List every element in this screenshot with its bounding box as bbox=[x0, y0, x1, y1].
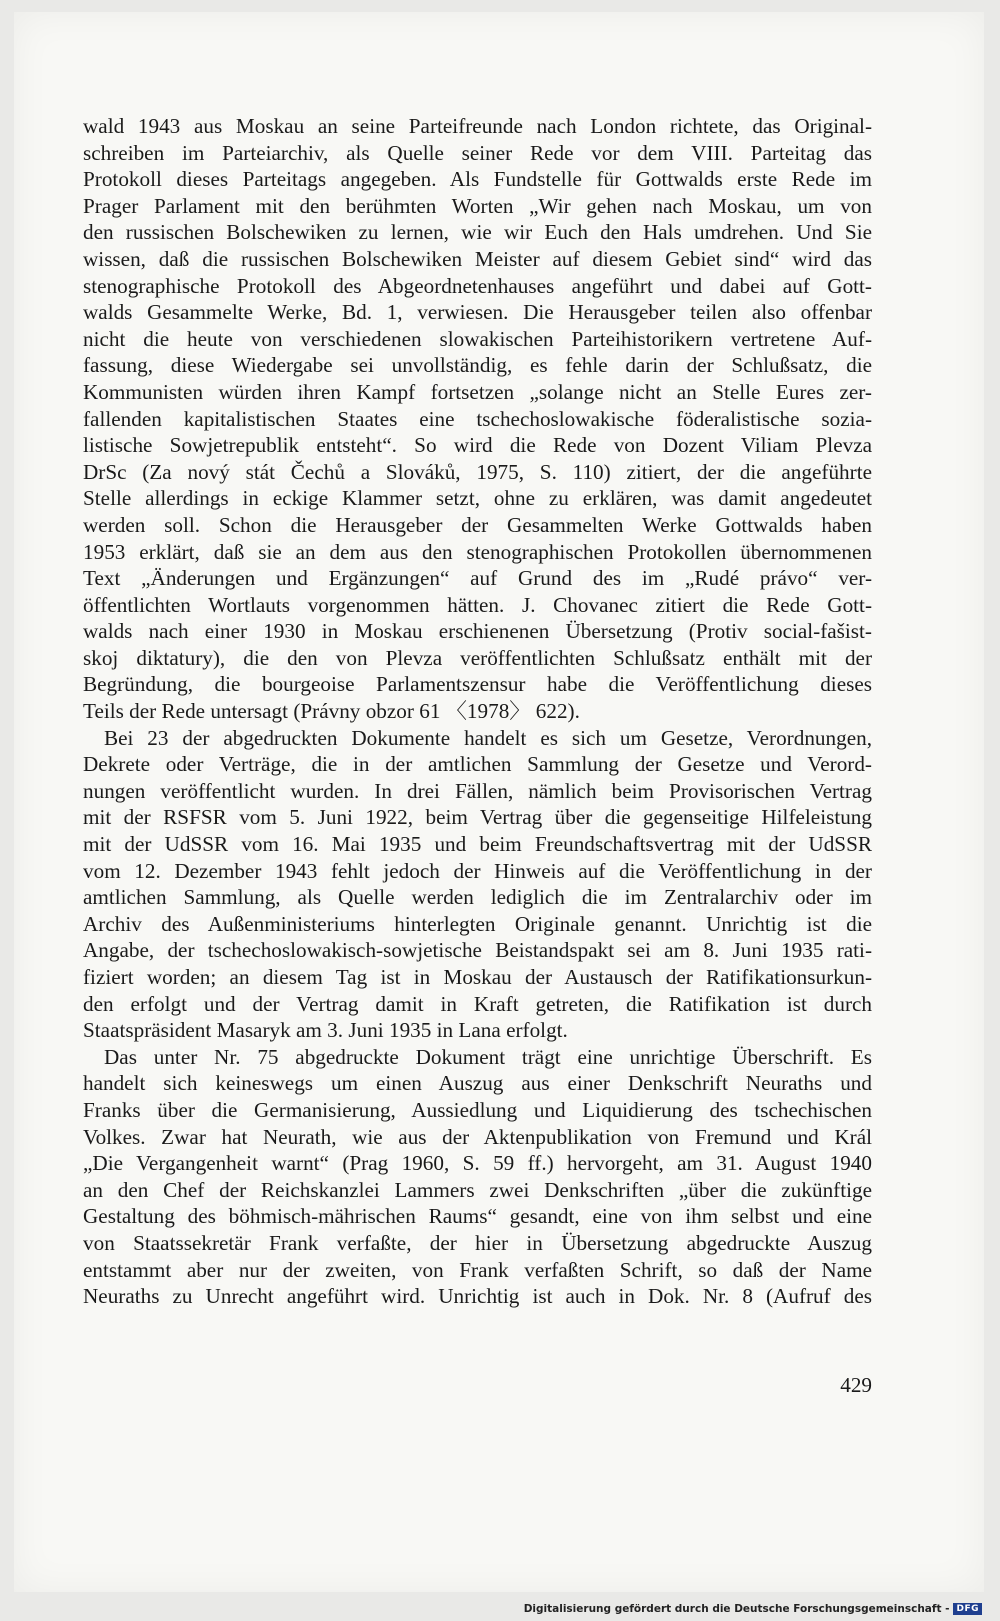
text-line: Text „Änderungen und Ergänzungen“ auf Grund des im „Rudé právo“ ver- bbox=[83, 566, 872, 591]
text-line: Begründung, die bourgeoise Parlamentszensur habe die Veröffentlichung dieses bbox=[83, 672, 872, 697]
credit-text: Digitalisierung gefördert durch die Deutsche Forschungsgemeinschaft - bbox=[523, 1603, 950, 1615]
page-number: 429 bbox=[840, 1373, 872, 1397]
text-line: wald 1943 aus Moskau an seine Parteifreunde nach London richtete, das Original- bbox=[83, 114, 872, 138]
text-line: mit der UdSSR vom 16. Mai 1935 und beim Freundschaftsvertrag mit der UdSSR bbox=[83, 832, 872, 857]
text-line: öffentlichten Wortlauts vorgenommen hätten. J. Chovanec zitiert die Rede Gott- bbox=[83, 592, 872, 617]
text-line: Teils der Rede untersagt (Právny obzor 61 〈1978〉 622). bbox=[83, 699, 580, 724]
text-line: 1953 erklärt, daß sie an dem aus den stenographischen Protokollen übernommenen bbox=[83, 539, 872, 564]
digitization-credit bbox=[524, 1603, 982, 1615]
text-line: mit der RSFSR vom 5. Juni 1922, beim Vertrag über die gegenseitige Hilfeleistung bbox=[83, 805, 872, 830]
text-line: nungen veröffentlicht wurden. In drei Fällen, nämlich beim Provisorischen Vertrag bbox=[83, 778, 872, 803]
text-line: fassung, diese Wiedergabe sei unvollständig, es fehle darin der Schlußsatz, die bbox=[83, 353, 872, 378]
text-line: von Staatssekretär Frank verfaßte, der hier in Übersetzung abgedruckte Auszug bbox=[83, 1230, 872, 1255]
text-line: Stelle allerdings in eckige Klammer setzt, ohne zu erklären, was damit angedeutet bbox=[83, 486, 872, 511]
text-line: amtlichen Sammlung, als Quelle werden lediglich die im Zentralarchiv oder im bbox=[83, 885, 872, 910]
text-line: listische Sowjetrepublik entsteht“. So wird die Rede von Dozent Viliam Plevza bbox=[83, 433, 872, 458]
text-line: entstammt aber nur der zweiten, von Frank verfaßten Schrift, so daß der Name bbox=[83, 1257, 872, 1282]
text-line: an den Chef der Reichskanzlei Lammers zwei Denkschriften „über die zukünftige bbox=[83, 1177, 872, 1202]
text-line: stenographische Protokoll des Abgeordnetenhauses angeführt und dabei auf Gott- bbox=[83, 273, 872, 298]
text-line: handelt sich keineswegs um einen Auszug aus einer Denkschrift Neuraths und bbox=[83, 1071, 872, 1096]
text-line: Franks über die Germanisierung, Aussiedlung und Liquidierung des tschechischen bbox=[83, 1097, 872, 1122]
text-line: Das unter Nr. 75 abgedruckte Dokument trägt eine unrichtige Überschrift. Es bbox=[104, 1044, 872, 1069]
text-line: Volkes. Zwar hat Neurath, wie aus der Aktenpublikation von Fremund und Král bbox=[83, 1124, 872, 1149]
text-line: walds Gesammelte Werke, Bd. 1, verwiesen. Die Herausgeber teilen also offenbar bbox=[83, 300, 872, 325]
document-page bbox=[14, 12, 984, 1592]
text-line: walds nach einer 1930 in Moskau erschienenen Übersetzung (Protiv social-fašist- bbox=[83, 619, 872, 644]
text-line: Gestaltung des böhmisch-mährischen Raums“ gesandt, eine von ihm selbst und eine bbox=[83, 1204, 872, 1229]
text-line: fallenden kapitalistischen Staates eine tschechoslowakische föderalistische sozia- bbox=[83, 406, 872, 431]
text-line: schreiben im Parteiarchiv, als Quelle seiner Rede vor dem VIII. Parteitag das bbox=[83, 140, 872, 165]
text-line: Dekrete oder Verträge, die in der amtlichen Sammlung der Gesetze und Verord- bbox=[83, 752, 872, 777]
text-line: Prager Parlament mit den berühmten Worten „Wir gehen nach Moskau, um von bbox=[83, 193, 872, 218]
text-line: Neuraths zu Unrecht angeführt wird. Unrichtig ist auch in Dok. Nr. 8 (Aufruf des bbox=[83, 1284, 872, 1309]
text-line: fiziert worden; an diesem Tag ist in Moskau der Austausch der Ratifikationsurkun- bbox=[83, 965, 872, 989]
text-line: den russischen Bolschewiken zu lernen, wie wir Euch den Hals umdrehen. Und Sie bbox=[83, 220, 872, 245]
dfg-logo: DFG bbox=[953, 1603, 982, 1615]
text-line: Bei 23 der abgedruckten Dokumente handelt es sich um Gesetze, Verordnungen, bbox=[104, 725, 872, 750]
text-line: Angabe, der tschechoslowakisch-sowjetische Beistandspakt sei am 8. Juni 1935 rati- bbox=[83, 938, 872, 963]
text-line: DrSc (Za nový stát Čechů a Slováků, 1975, S. 110) zitiert, der die angeführte bbox=[83, 459, 872, 484]
text-line: Archiv des Außenministeriums hinterlegten Originale genannt. Unrichtig ist die bbox=[83, 911, 872, 936]
text-line: vom 12. Dezember 1943 fehlt jedoch der Hinweis auf die Veröffentlichung in der bbox=[83, 858, 872, 883]
text-line: Protokoll dieses Parteitags angegeben. Als Fundstelle für Gottwalds erste Rede im bbox=[83, 167, 872, 192]
text-line: den erfolgt und der Vertrag damit in Kraft getreten, die Ratifikation ist durch bbox=[83, 991, 872, 1016]
text-line: wissen, daß die russischen Bolschewiken Meister auf diesem Gebiet sind“ wird das bbox=[83, 246, 872, 271]
text-line: nicht die heute von verschiedenen slowakischen Parteihistorikern vertretene Auf- bbox=[83, 326, 872, 351]
text-line: „Die Vergangenheit warnt“ (Prag 1960, S. 59 ff.) hervorgeht, am 31. August 1940 bbox=[83, 1151, 872, 1176]
text-line: Kommunisten würden ihren Kampf fortsetzen „solange nicht an Stelle Eures zer- bbox=[83, 379, 872, 404]
text-line: skoj diktatury), die den von Plevza veröffentlichten Schlußsatz enthält mit der bbox=[83, 645, 872, 670]
text-line: werden soll. Schon die Herausgeber der Gesammelten Werke Gottwalds haben bbox=[83, 512, 872, 537]
text-line: Staatspräsident Masaryk am 3. Juni 1935 in Lana erfolgt. bbox=[83, 1018, 568, 1043]
body-text bbox=[83, 113, 872, 1310]
